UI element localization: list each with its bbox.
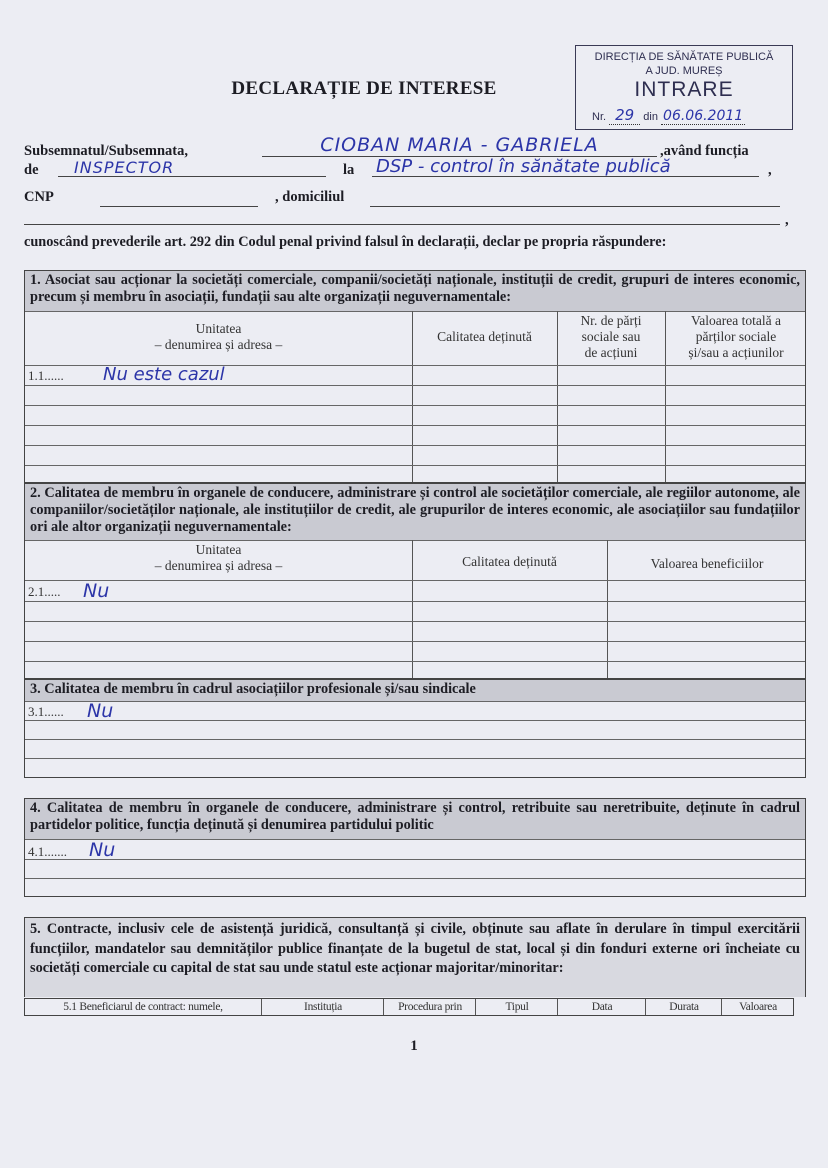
section-2-col-calitatea: Calitatea deținută	[462, 554, 557, 569]
functia-field[interactable]: INSPECTOR	[58, 158, 326, 177]
stamp-nr-value: 29	[609, 106, 640, 125]
section-5-header-row	[24, 998, 794, 1016]
section-4-row-value[interactable]: Nu	[89, 839, 116, 861]
section-2-row-value[interactable]: Nu	[83, 580, 110, 602]
domiciliul-field-line-2[interactable]	[24, 208, 780, 225]
section-1-row-value[interactable]: Nu este cazul	[103, 364, 225, 385]
table-row	[25, 621, 805, 622]
registration-stamp	[575, 45, 793, 130]
section-4-row-label: 4.1.......	[28, 844, 67, 859]
stamp-line-2: A JUD. MUREȘ	[645, 65, 723, 77]
section-2	[24, 483, 806, 679]
section-1	[24, 270, 806, 483]
stamp-date-value: 06.06.2011	[663, 108, 744, 124]
section-1-heading: 1. Asociat sau acționar la societăți comerciale, companii/societăți naționale, instituții de credit, grupuri de interes economic, precum și membru în asociații, fundații sau alte organizații neguvernamentale:	[25, 271, 805, 311]
section-1-row-label: 1.1......	[28, 368, 64, 383]
section-2-row-label: 2.1.....	[28, 584, 61, 599]
section-5-col-valoarea: Valoarea	[721, 999, 794, 1015]
cnp-field[interactable]	[100, 190, 258, 207]
domiciliul-field[interactable]	[370, 190, 780, 207]
table-row	[25, 465, 805, 466]
table-row	[25, 641, 805, 642]
la-label: la	[343, 162, 355, 178]
section-2-divider	[25, 540, 805, 541]
domiciliul-label: , domiciliul	[275, 189, 345, 205]
table-row	[25, 720, 805, 721]
statement-text: cunoscând prevederile art. 292 din Codul penal privind falsul în declarații, declar pe propria răspundere:	[24, 234, 667, 250]
la-field[interactable]: DSP - control în sănătate publică	[372, 156, 759, 177]
table-row	[25, 385, 805, 386]
table-row	[25, 878, 805, 879]
section-5	[24, 917, 806, 997]
section-1-col-calitatea: Calitatea deținută	[437, 329, 532, 344]
stamp-nr-label: Nr.	[592, 111, 607, 123]
section-5-col-durata: Durata	[645, 999, 722, 1015]
subsemnatul-label: Subsemnatul/Subsemnata,	[24, 143, 188, 159]
stamp-line-3: INTRARE	[634, 78, 734, 101]
table-row	[25, 758, 805, 759]
section-1-col-unitatea: Unitatea – denumirea și adresa –	[154, 321, 283, 352]
page-title: DECLARAȚIE DE INTERESE	[231, 78, 497, 99]
section-3	[24, 679, 806, 778]
table-row	[25, 580, 805, 581]
comma-mark-2: ,	[785, 212, 789, 228]
section-5-col-procedura: Procedura prin	[383, 999, 476, 1015]
section-4-heading: 4. Calitatea de membru în organele de conducere, administrare și control, retribuite sau neretribuite, deținute în cadrul partidelor politice, funcția deținută și denumirea partidului politic	[25, 799, 805, 839]
comma-mark: ,	[768, 162, 772, 178]
section-5-col-institutia: Instituția	[261, 999, 384, 1015]
table-row	[25, 739, 805, 740]
section-4-divider	[25, 839, 805, 840]
section-1-col-valoarea: Valoarea totală a părților sociale și/sau a acțiunilor	[688, 313, 784, 360]
table-row	[25, 661, 805, 662]
section-3-row-value[interactable]: Nu	[87, 700, 114, 722]
avand-functia-label: ,având funcția	[660, 143, 749, 159]
section-4	[24, 798, 806, 897]
section-3-heading: 3. Calitatea de membru în cadrul asociațiilor profesionale și/sau sindicale	[25, 680, 805, 701]
section-2-col-valoarea: Valoarea beneficiilor	[650, 556, 764, 571]
section-5-heading: 5. Contracte, inclusiv cele de asistență juridică, consultanță și civile, obținute sau aflate în derulare în timpul exercitării funcțiilor, mandatelor sau demnităților publice finanțate de la bugetul de stat, local și din fonduri externe ori încheiate cu societăți comerciale cu capital de stat sau unde statul este acționar majoritar/minoritar:	[25, 918, 805, 997]
stamp-number-row	[592, 106, 745, 124]
section-3-divider	[25, 701, 805, 702]
table-row	[25, 445, 805, 446]
section-2-col-unitatea: Unitatea – denumirea și adresa –	[154, 542, 283, 573]
section-3-row-label: 3.1......	[28, 704, 64, 719]
page-number: 1	[410, 1038, 418, 1054]
stamp-line-1: DIRECȚIA DE SĂNĂTATE PUBLICĂ	[594, 51, 774, 63]
section-5-col-data: Data	[557, 999, 646, 1015]
de-label: de	[24, 162, 39, 178]
stamp-din-label: din	[643, 111, 658, 123]
table-row	[25, 859, 805, 860]
table-row	[25, 601, 805, 602]
section-5-col-beneficiar: 5.1 Beneficiarul de contract: numele,	[63, 1001, 223, 1013]
table-row	[25, 405, 805, 406]
section-5-col-tipul: Tipul	[475, 999, 558, 1015]
section-1-divider	[25, 311, 805, 312]
name-field[interactable]: CIOBAN MARIA - GABRIELA	[262, 134, 657, 157]
cnp-label: CNP	[24, 189, 54, 205]
section-1-col-nr-parti: Nr. de părți sociale sau de acțiuni	[580, 313, 642, 360]
table-row	[25, 425, 805, 426]
section-2-heading: 2. Calitatea de membru în organele de conducere, administrare și control ale societăților comerciale, ale regiilor autonome, ale companiilor/societăților naționale, ale instituțiilor de credit, ale grupurilor de interes economic, ale asociațiilor sau fundațiilor ori ale altor organizații neguvernamentale:	[25, 484, 805, 540]
